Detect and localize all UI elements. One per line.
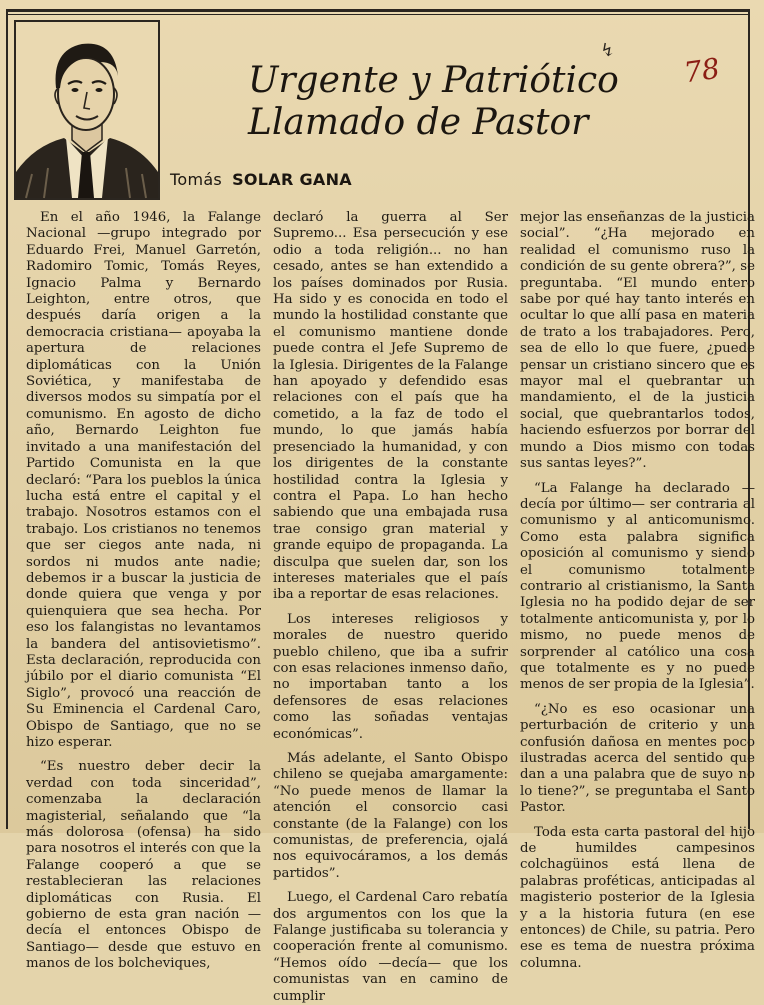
paragraph: mejor las enseñanzas de la justicia social”. “¿Ha mejorado en realidad el comunismo ruso la condición de su gente obrera?”, se preguntaba. “El mundo entero sabe por qué hay tanto interés en ocultar lo que allí pasa en materia de trato a los trabajadores. Pero, sea de ello lo que fuere, ¿puede pensar un cristiano sincero que es mayor mal el quebrantar un mandamiento, el de la justicia social, que quebrantarlos todos, haciendo esfuerzos por borrar del mundo a Dios mismo con todas sus santas leyes?”. (520, 210, 755, 472)
author-portrait (14, 20, 160, 200)
author-portrait-illustration (16, 22, 158, 198)
paragraph: En el año 1946, la Falange Nacional —grupo integrado por Eduardo Frei, Manuel Garretón, Radomiro Tomic, Tomás Reyes, Ignacio Palma y Bernardo Leighton, entre otros, que después daría origen a la democracia cristiana— apoyaba la apertura de relaciones diplomáticas con la Unión Soviética, y manifestaba de diversos modos su simpatía por el comunismo. En agosto de dicho año, Bernardo Leighton fue invitado a una manifestación del Partido Comunista en la que declaró: “Para los pueblos la única lucha está entre el capital y el trabajo. Nosotros estamos con el trabajo. Los cristianos no tenemos que ser ciegos ante nada, ni sordos ni mudos ante nadie; debemos ir a buscar la justicia de donde quiera que venga y por quienquiera que sea hecha. Por eso los falangistas no levantamos la bandera del antisovietismo”. Esta declaración, reproducida con júbilo por el diario comunista “El Siglo”, provocó una reacción de Su Eminencia el Cardenal Caro, Obispo de Santiago, que no se hizo esperar. (26, 210, 261, 750)
top-border-rule (6, 9, 750, 12)
column-1 (26, 210, 261, 972)
article-headline (248, 60, 668, 144)
handwritten-page-number: 78 (681, 51, 722, 90)
column-3 (520, 210, 755, 971)
column-2 (273, 210, 508, 1004)
byline (170, 170, 352, 189)
paragraph: declaró la guerra al Ser Supremo... Esa persecución y ese odio a toda religión... no han cesado, antes se han extendido a los países dominados por Rusia. Ha sido y es conocida en todo el mundo la hostilidad constante que el comunismo mantiene donde puede contra el Jefe Supremo de la Iglesia. Dirigentes de la Falange han apoyado y defendido esas relaciones con el país que ha cometido, a la faz de todo el mundo, lo que jamás había presenciado la humanidad, y con los dirigentes de la constante hostilidad contra la Iglesia y contra el Papa. Lo han hecho sabiendo que una embajada rusa trae consigo gran material y grande equipo de propaganda. La disculpa que suelen dar, son los intereses materiales que el país iba a reportar de esas relaciones. (273, 210, 508, 603)
paragraph: Los intereses religiosos y morales de nuestro querido pueblo chileno, que iba a sufrir con esas relaciones inmenso daño, no importaban tanto a los defensores de esas relaciones como las soñadas ventajas económicas”. (273, 611, 508, 742)
paragraph: “La Falange ha declarado —decía por último— ser contraria al comunismo y al anticomunismo. Como esta palabra significa oposición al comunismo y siendo el comunismo totalmente contrario al cristianismo, la Santa Iglesia no ha podido dejar de ser totalmente anticomunista y, por lo mismo, no puede menos de sorprender al católico una cosa que totalmente es y no puede menos de ser propia de la Iglesia”. (520, 480, 755, 693)
paragraph: “Es nuestro deber decir la verdad con toda sinceridad”, comenzaba la declaración magisterial, señalando que “la más dolorosa (ofensa) ha sido para nosotros el interés con que la Falange cooperó a que se restablecieran las relaciones diplomáticas con Rusia. El gobierno de esta gran nación —decía el entonces Obispo de Santiago— desde que estuvo en manos de los bolcheviques, (26, 759, 261, 972)
ink-mark: ↯ (600, 40, 616, 61)
author-first-name: Tomás (170, 170, 223, 189)
paragraph: Toda esta carta pastoral del hijo de humildes campesinos colchagüinos está llena de palabras proféticas, anticipadas al magisterio posterior de la Iglesia y a la historia futura (en ese entonces) de Chile, su patria. Pero ese es tema de nuestra próxima columna. (520, 824, 755, 971)
left-border-rule (6, 9, 8, 829)
paragraph: Luego, el Cardenal Caro rebatía dos argumentos con los que la Falange justificaba su tolerancia y cooperación frente al comunismo. “Hemos oído —decía— que los comunistas van en camino de cumplir (273, 890, 508, 1004)
headline-line-1: Urgente y Patriótico (248, 60, 619, 101)
paragraph: “¿No es eso ocasionar una perturbación de criterio y una confusión dañosa en mentes poco ilustradas acerca del sentido que dan a una palabra que de suyo no lo tiene?”, se preguntaba el Santo Pastor. (520, 701, 755, 816)
author-last-name: SOLAR GANA (232, 170, 352, 189)
article-body (26, 210, 756, 1004)
headline-line-2: Llamado de Pastor (248, 102, 589, 143)
paragraph: Más adelante, el Santo Obispo chileno se quejaba amargamente: “No puede menos de llamar la atención el consorcio casi constante (de la Falange) con los comunistas, de preferencia, ojalá nos equivocáramos, a los demás partidos”. (273, 751, 508, 881)
